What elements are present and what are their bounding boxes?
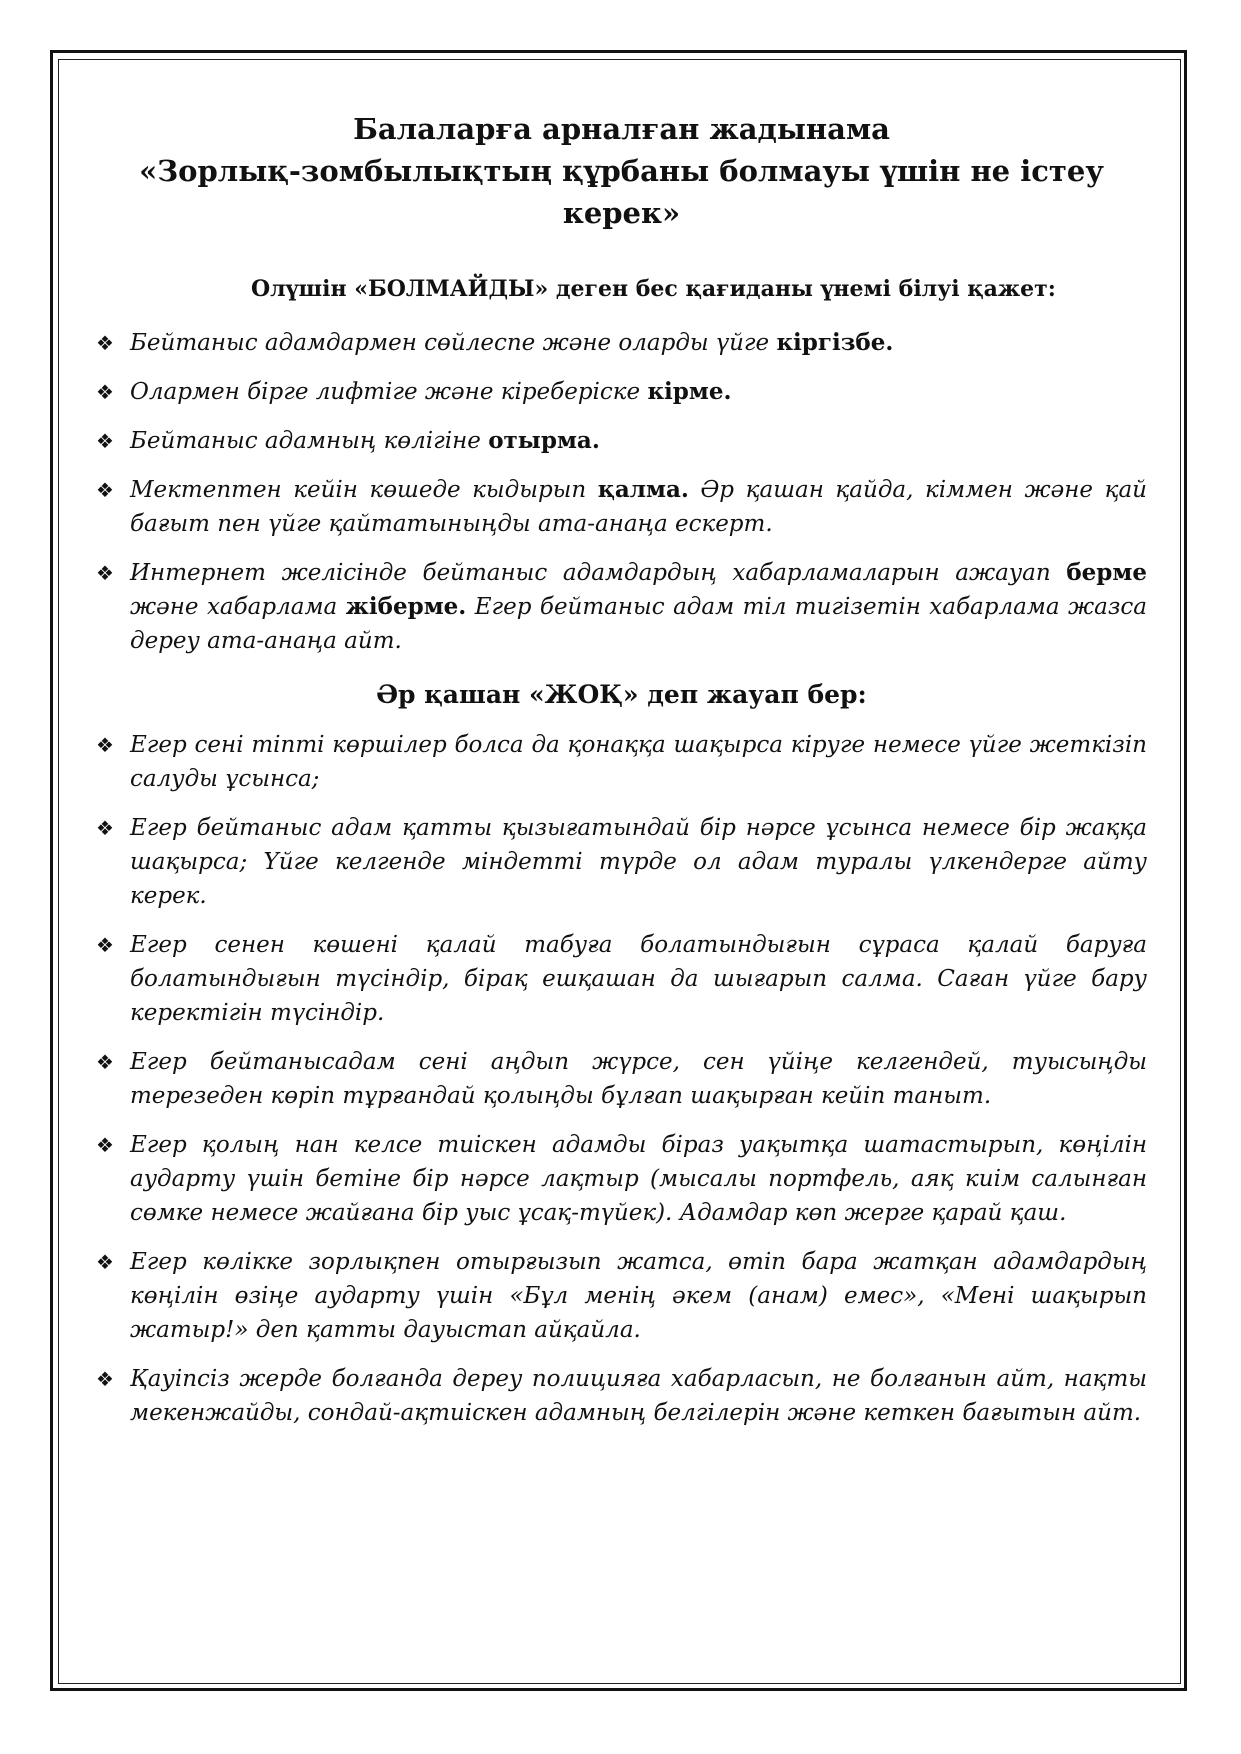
section2-heading: Әр қашан «ЖОҚ» деп жауап бер: (376, 680, 867, 709)
diamond-bullet-icon: ❖ (96, 816, 114, 840)
diamond-bullet-icon: ❖ (96, 478, 114, 502)
list-item: ❖ Егер бейтанысадам сені аңдып жүрсе, сен үйіңе келгендей, туысыңды терезеден көріп тұрғандай қолыңды бұлғап шақырған кейіп таныт. (96, 1045, 1147, 1113)
diamond-bullet-icon: ❖ (96, 331, 114, 355)
section1-list (96, 326, 1147, 658)
list-item: ❖ Бейтаныс адамның көлігіне отырма. (96, 424, 1147, 458)
list-item: ❖ Мектептен кейін көшеде кыдырып қалма. Әр қашан қайда, кіммен және қай бағыт пен үйге қайтатыныңды ата-анаңа ескерт. (96, 473, 1147, 541)
list-item: ❖ Егер көлікке зорлықпен отырғызып жатса, өтіп бара жатқан адамдардың көңілін өзіңе аударту үшін «Бұл менің әкем (анам) емес», «Мені шақырып жатыр!» деп қатты дауыстап айқайла. (96, 1245, 1147, 1347)
diamond-bullet-icon: ❖ (96, 1133, 114, 1157)
diamond-bullet-icon: ❖ (96, 733, 114, 757)
diamond-bullet-icon: ❖ (96, 380, 114, 404)
list-item: ❖ Олармен бірге лифтіге және кіреберіске кірме. (96, 375, 1147, 409)
diamond-bullet-icon: ❖ (96, 561, 114, 585)
diamond-bullet-icon: ❖ (96, 1367, 114, 1391)
list-item: ❖ Егер бейтаныс адам қатты қызығатындай бір нәрсе ұсынса немесе бір жаққа шақырса; Үйге келгенде міндетті түрде ол адам туралы үлкендерге айту керек. (96, 811, 1147, 913)
document-subtitle: «Зорлық-зомбылықтың құрбаны болмауы үшін не істеу керек» (139, 154, 1104, 230)
section1-heading: Олүшін «БОЛМАЙДЫ» деген бес қағиданы үнемі білуі қажет: (251, 276, 1056, 302)
list-item: ❖ Егер қолың нан келсе тиіскен адамды біраз уақытқа шатастырып, көңілін аударту үшін бетіне бір нәрсе лақтыр (мысалы портфель, аяқ киім салынған сөмке немесе жайғана бір уыс ұсақ-түйек). Адамдар көп жерге қарай қаш. (96, 1128, 1147, 1230)
list-item: ❖ Қауіпсіз жерде болғанда дереу полицияға хабарласып, не болғанын айт, нақты мекенжайды, сондай-ақтиіскен адамның белгілерін және кеткен бағытын айт. (96, 1362, 1147, 1430)
list-item: ❖ Егер сенен көшені қалай табуға болатындығын сұраса қалай баруға болатындығын түсіндір, бірақ ешқашан да шығарып салма. Саған үйге бару керектігін түсіндір. (96, 928, 1147, 1030)
diamond-bullet-icon: ❖ (96, 933, 114, 957)
diamond-bullet-icon: ❖ (96, 1250, 114, 1274)
document-title: Балаларға арналған жадынама (353, 112, 890, 146)
list-item: ❖ Егер сені тіпті көршілер болса да қонаққа шақырса кіруге немесе үйге жеткізіп салуды ұсынса; (96, 728, 1147, 796)
diamond-bullet-icon: ❖ (96, 1050, 114, 1074)
list-item: ❖ Интернет желісінде бейтаныс адамдардың хабарламаларын ажауап берме және хабарлама жіберме. Егер бейтаныс адам тіл тигізетін хабарлама жазса дереу ата-анаңа айт. (96, 556, 1147, 658)
diamond-bullet-icon: ❖ (96, 429, 114, 453)
section2-list (96, 728, 1147, 1430)
list-item: ❖ Бейтаныс адамдармен сөйлеспе және оларды үйге кіргізбе. (96, 326, 1147, 360)
document-body (96, 108, 1147, 1445)
